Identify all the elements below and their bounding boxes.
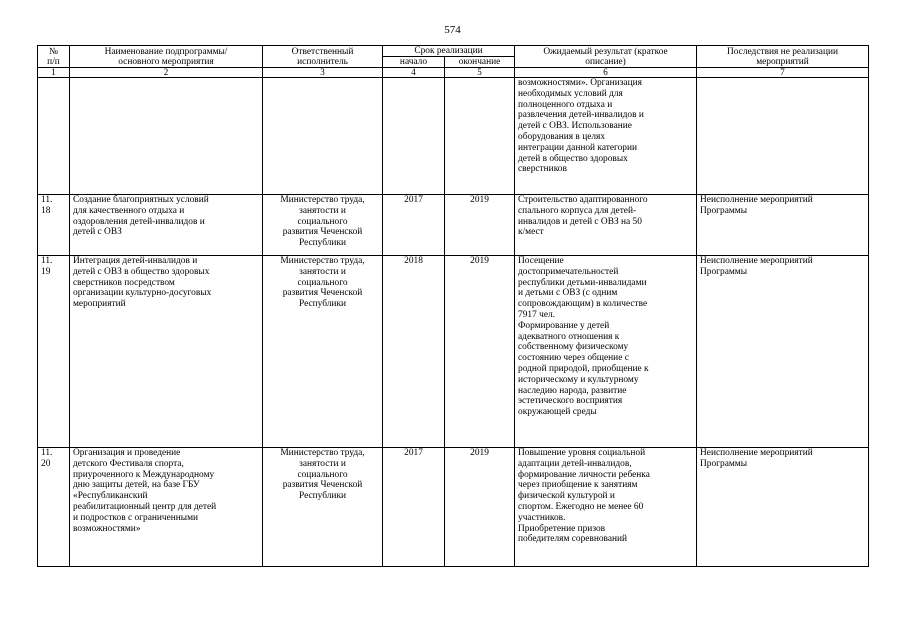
header-col-number: № п/п <box>38 46 70 68</box>
table-row <box>38 256 869 448</box>
row-result: Посещение достопримечательностей республики детьми-инвалидами и детьми с ОВЗ (с одним сопровождающим) в количестве 7917 чел. Формирование у детей адекватного отношения к собственному физическому состоянию через общение с родной природой, приобщение к историческому и культурному наследию народа, развитие эстетического восприятия окружающей среды <box>515 256 697 448</box>
table-row <box>38 448 869 567</box>
row-consequence: Неисполнение мероприятий Программы <box>697 256 869 448</box>
table-row-continuation <box>38 78 869 195</box>
column-number: 6 <box>515 68 697 78</box>
row-result: Строительство адаптированного спального корпуса для детей- инвалидов и детей с ОВЗ на 50 к/мест <box>515 195 697 256</box>
column-number: 2 <box>70 68 263 78</box>
row-start <box>383 78 445 195</box>
row-result: Повышение уровня социальной адаптации детей-инвалидов, формирование личности ребенка через приобщение к занятиям физической культурой и спортом. Ежегодно не менее 60 участников. Приобретение призов победителям соревнований <box>515 448 697 567</box>
row-consequence <box>697 78 869 195</box>
row-responsible: Министерство труда, занятости и социального развития Чеченской Республики <box>263 448 383 567</box>
header-col-name: Наименование подпрограммы/ основного мероприятия <box>70 46 263 68</box>
row-end: 2019 <box>445 448 515 567</box>
header-col-start: начало <box>383 57 445 68</box>
program-activities-table <box>37 45 869 567</box>
page-number: 574 <box>444 24 461 36</box>
row-start: 2018 <box>383 256 445 448</box>
row-start: 2017 <box>383 448 445 567</box>
row-responsible: Министерство труда, занятости и социального развития Чеченской Республики <box>263 195 383 256</box>
row-responsible <box>263 78 383 195</box>
header-col-end: окончание <box>445 57 515 68</box>
row-consequence: Неисполнение мероприятий Программы <box>697 448 869 567</box>
header-col-term: Срок реализации <box>383 46 515 57</box>
table-row <box>38 195 869 256</box>
row-end: 2019 <box>445 256 515 448</box>
header-col-result: Ожидаемый результат (краткое описание) <box>515 46 697 68</box>
row-name <box>70 78 263 195</box>
row-name: Интеграция детей-инвалидов и детей с ОВЗ в общество здоровых сверстников посредством организации культурно-досуговых мероприятий <box>70 256 263 448</box>
table-header <box>38 46 869 78</box>
header-col-consequence: Последствия не реализации мероприятий <box>697 46 869 68</box>
column-number: 5 <box>445 68 515 78</box>
row-end <box>445 78 515 195</box>
row-name: Организация и проведение детского Фестиваля спорта, приуроченного к Международному дню защиты детей, на базе ГБУ «Республиканский реабилитационный центр для детей и подростков с ограниченными возможностями» <box>70 448 263 567</box>
row-number: 11. 20 <box>38 448 70 567</box>
column-number: 7 <box>697 68 869 78</box>
row-number: 11. 18 <box>38 195 70 256</box>
column-number: 3 <box>263 68 383 78</box>
row-number: 11. 19 <box>38 256 70 448</box>
row-start: 2017 <box>383 195 445 256</box>
row-end: 2019 <box>445 195 515 256</box>
row-name: Создание благоприятных условий для качественного отдыха и оздоровления детей-инвалидов и детей с ОВЗ <box>70 195 263 256</box>
row-responsible: Министерство труда, занятости и социального развития Чеченской Республики <box>263 256 383 448</box>
header-col-responsible: Ответственный исполнитель <box>263 46 383 68</box>
row-consequence: Неисполнение мероприятий Программы <box>697 195 869 256</box>
row-number <box>38 78 70 195</box>
column-number: 1 <box>38 68 70 78</box>
column-number: 4 <box>383 68 445 78</box>
row-result: возможностями». Организация необходимых условий для полноценного отдыха и развлечения детей-инвалидов и детей с ОВЗ. Использование оборудования в целях интеграции данной категории детей в общество здоровых сверстников <box>515 78 697 195</box>
column-numbers-row <box>38 68 869 78</box>
